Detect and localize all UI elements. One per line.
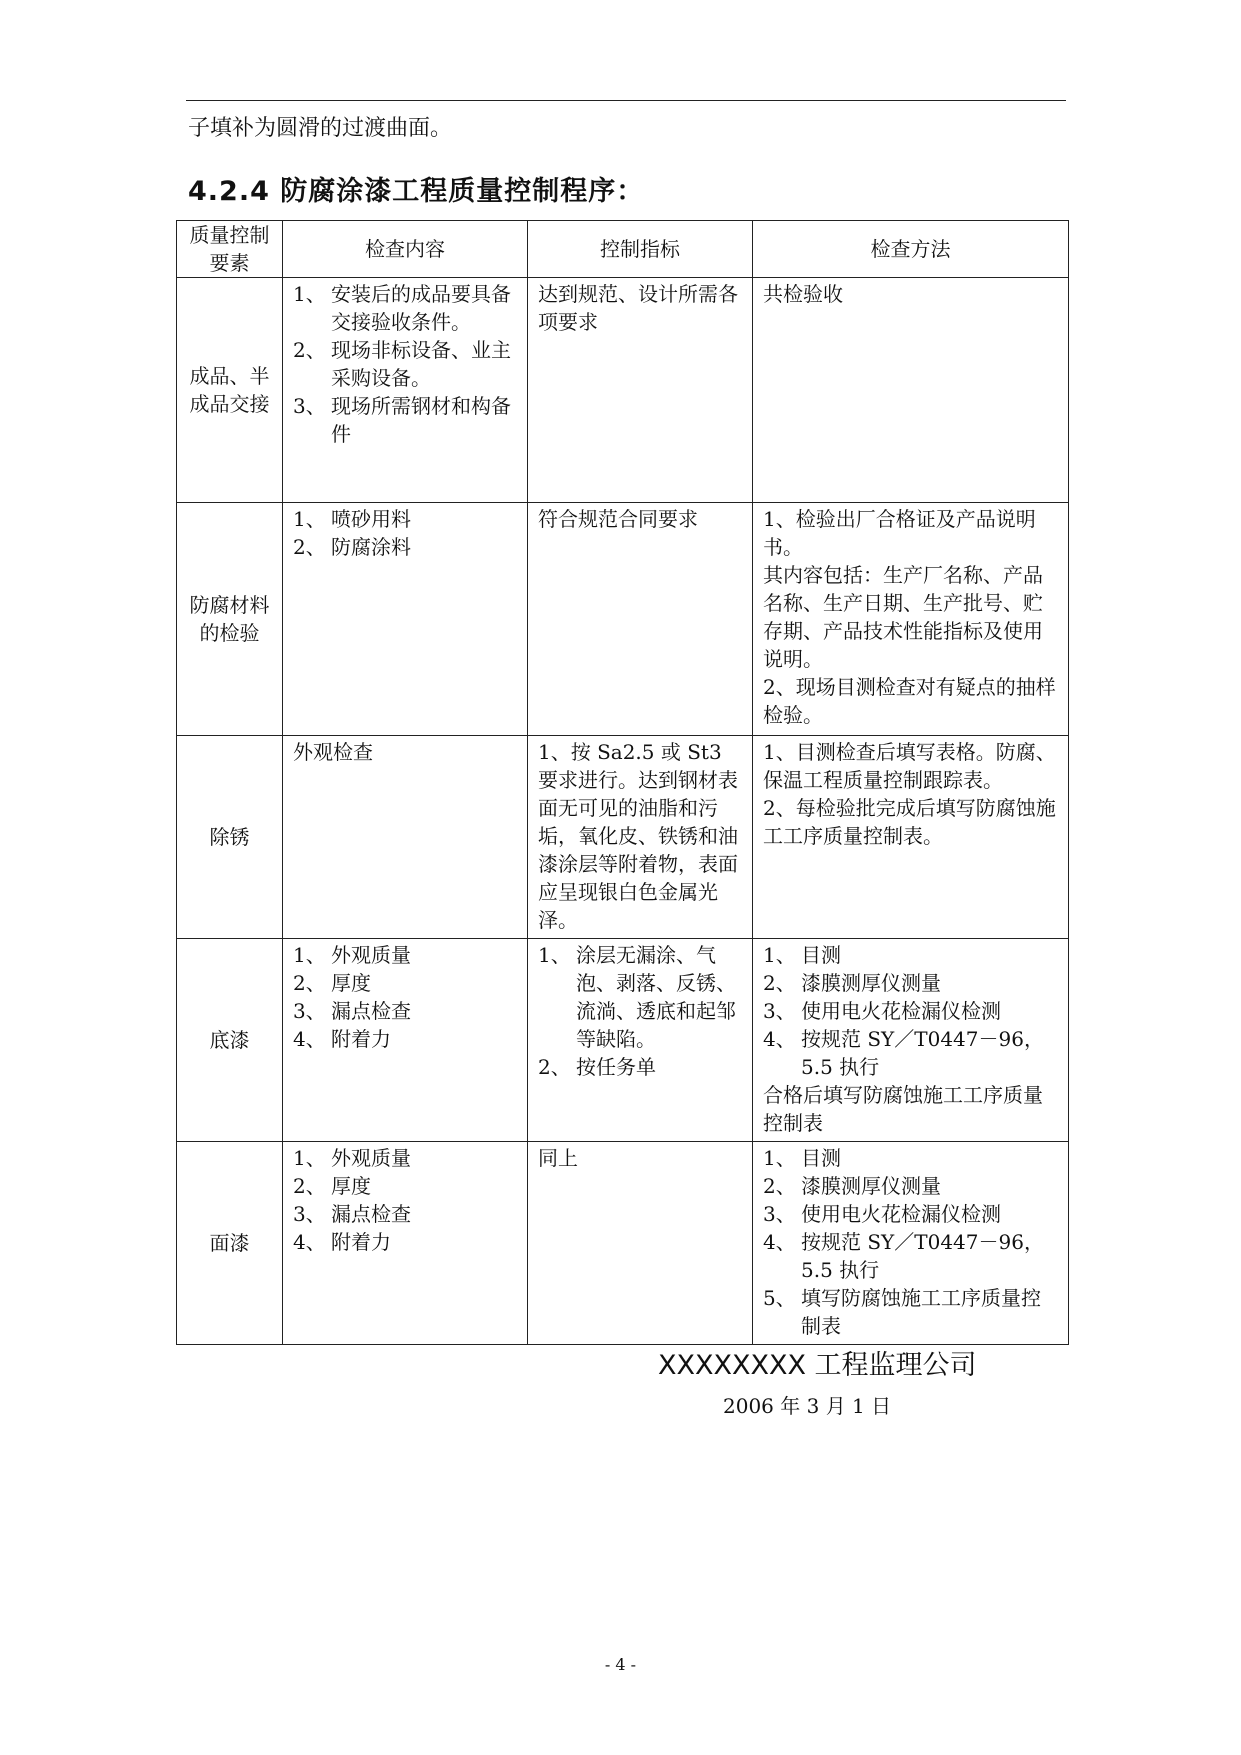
list-item: 1、 外观质量 [293,1146,411,1170]
header-cell-element: 质量控制要素 [177,221,283,278]
list-item: 3、 漏点检查 [293,1202,411,1226]
list-item: 1、 喷砂用料 [293,507,411,531]
indicator-cell: 达到规范、设计所需各项要求 [528,278,753,503]
indicator-cell: 1、按 Sa2.5 或 St3 要求进行。达到钢材表面无可见的油脂和污垢，氧化皮、铁锈和油漆涂层等附着物，表面应呈现银白色金属光泽。 [528,736,753,939]
content-cell [283,503,528,736]
list-item: 1、 涂层无漏涂、气泡、剥落、反锈、流淌、透底和起邹等缺陷。 [538,943,736,1051]
method-cell [753,939,1069,1142]
quality-control-table [176,220,1069,1345]
list-item: 5、 填写防腐蚀施工工序质量控制表 [763,1286,1041,1338]
list-item: 3、 使用电火花检漏仪检测 [763,999,1001,1023]
content-cell [283,939,528,1142]
element-cell: 成品、半成品交接 [177,278,283,503]
list-item: 4、 附着力 [293,1027,391,1051]
table-row [177,1142,1069,1345]
list-item: 4、 按规范 SY／T0447－96，5.5 执行 [763,1230,1044,1282]
content-cell: 外观检查 [283,736,528,939]
header-cell-method: 检查方法 [753,221,1069,278]
company-signature: XXXXXXXX 工程监理公司 [658,1350,977,1381]
list-item: 3、 漏点检查 [293,999,411,1023]
list-item: 2、 漆膜测厚仪测量 [763,971,941,995]
method-cell: 1、检验出厂合格证及产品说明书。 其内容包括：生产厂名称、产品名称、生产日期、生产批号、贮存期、产品技术性能指标及使用说明。 2、现场目测检查对有疑点的抽样检验。 [753,503,1069,736]
list-item: 1、 目测 [763,1146,841,1170]
intro-text: 子填补为圆滑的过渡曲面。 [188,116,453,141]
table-header-row [177,221,1069,278]
element-cell: 底漆 [177,939,283,1142]
list-item: 1、 安装后的成品要具备交接验收条件。 [293,282,511,334]
header-cell-indicator: 控制指标 [528,221,753,278]
list-item: 4、 附着力 [293,1230,391,1254]
page-number: - 4 - [604,1655,637,1674]
table-row [177,939,1069,1142]
list-item: 3、 现场所需钢材和构备件 [293,394,511,446]
table-row [177,736,1069,939]
list-item: 4、 按规范 SY／T0447－96，5.5 执行 [763,1027,1044,1079]
table-row [177,278,1069,503]
list-item: 1、 目测 [763,943,841,967]
document-date: 2006 年 3 月 1 日 [723,1394,892,1418]
method-note: 合格后填写防腐蚀施工工序质量控制表 [763,1083,1043,1135]
content-cell [283,278,528,503]
method-cell: 共检验收 [753,278,1069,503]
header-rule [186,100,1066,101]
list-item: 2、 现场非标设备、业主采购设备。 [293,338,511,390]
list-item: 2、 按任务单 [538,1055,656,1079]
list-item: 2、 厚度 [293,1174,371,1198]
list-item: 2、 厚度 [293,971,371,995]
element-cell: 防腐材料的检验 [177,503,283,736]
indicator-cell: 同上 [528,1142,753,1345]
list-item: 2、 防腐涂料 [293,535,411,559]
list-item: 3、 使用电火花检漏仪检测 [763,1202,1001,1226]
element-cell: 面漆 [177,1142,283,1345]
indicator-cell [528,939,753,1142]
method-cell [753,1142,1069,1345]
content-cell [283,1142,528,1345]
indicator-cell: 符合规范合同要求 [528,503,753,736]
element-cell: 除锈 [177,736,283,939]
method-cell: 1、目测检查后填写表格。防腐、保温工程质量控制跟踪表。 2、每检验批完成后填写防腐蚀施工工序质量控制表。 [753,736,1069,939]
section-heading: 4.2.4 防腐涂漆工程质量控制程序： [188,176,645,207]
table-row [177,503,1069,736]
list-item: 2、 漆膜测厚仪测量 [763,1174,941,1198]
list-item: 1、 外观质量 [293,943,411,967]
header-cell-content: 检查内容 [283,221,528,278]
